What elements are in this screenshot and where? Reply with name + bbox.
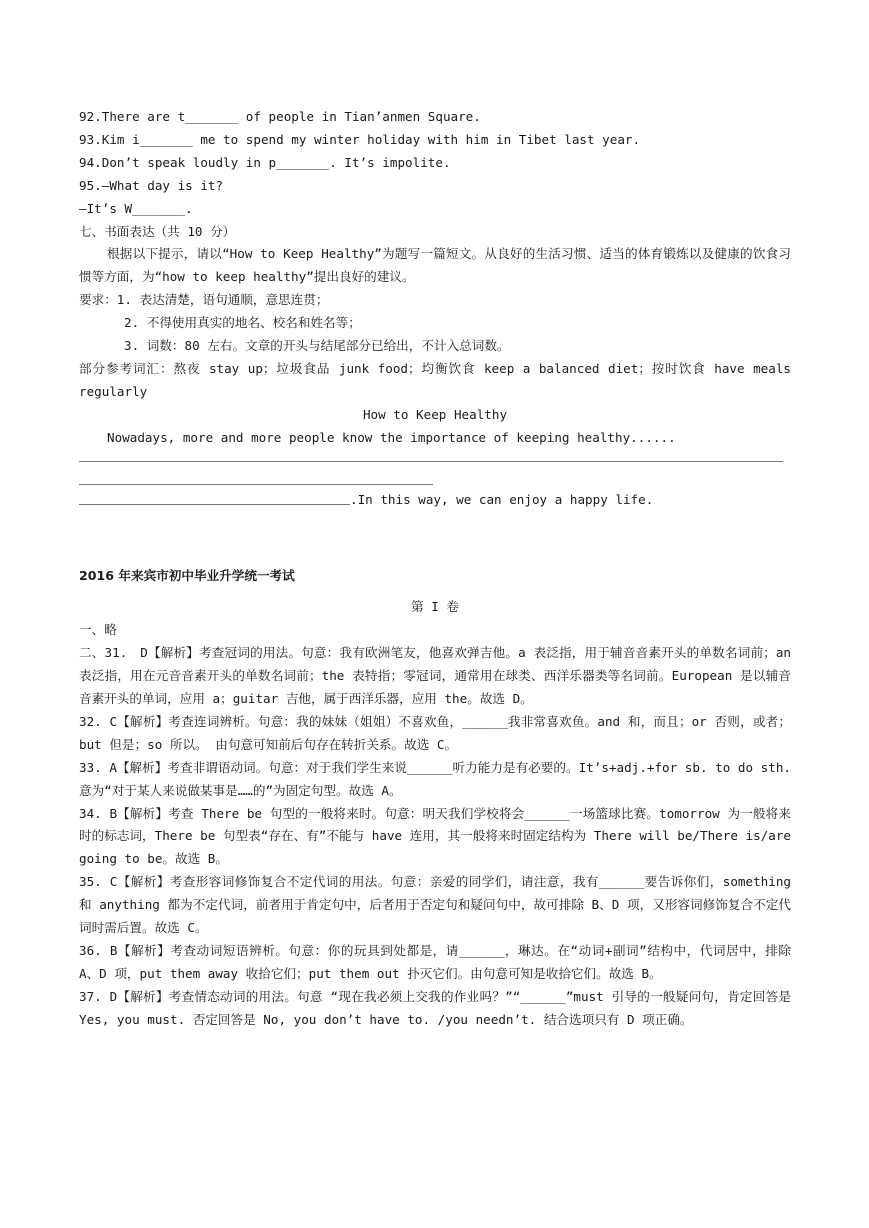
essay-title: How to Keep Healthy — [362, 406, 508, 422]
writing-heading: 七、书面表达（共 10 分） — [79, 223, 236, 239]
writing-vocabulary: 部分参考词汇：熬夜 stay up；垃圾食品 junk food；均衡饮食 keep a balanced diet；按时饮食 have meals regularly — [79, 360, 791, 399]
answer-item-33: 33. A【解析】考查非谓语动词。句意：对于我们学生来说______听力能力是有必要的。It’s+adj.+for sb. to do sth.意为“对于某人来说做某事是……的”为固定句型。故选 A。 — [79, 759, 791, 798]
question-94: 94.Don’t speak loudly in p_______. It’s impolite. — [79, 154, 451, 170]
question-93: 93.Kim i_______ me to spend my winter holiday with him in Tibet last year. — [79, 131, 641, 147]
essay-opening: Nowadays, more and more people know the importance of keeping healthy...... — [107, 429, 676, 445]
essay-closing: .In this way, we can enjoy a happy life. — [350, 491, 654, 507]
writing-requirement-2: 2. 不得使用真实的地名、校名和姓名等； — [124, 315, 361, 331]
answer-item-31: 二、31. D【解析】考查冠词的用法。句意：我有欧洲笔友，他喜欢弹吉他。a 表泛指，用于辅音音素开头的单数名词前；an 表泛指，用在元音音素开头的单数名词前；the 表特指；零冠词，通常用在球类、西洋乐器类等名词前。European 是以辅音音素开头的单词，应用 a；guitar 吉他，属于西洋乐器，应用 the。故选 D。 — [79, 645, 791, 707]
question-95-answer: —It’s W_______. — [79, 200, 193, 216]
answer-item-35: 35. C【解析】考查形容词修饰复合不定代词的用法。句意：亲爱的同学们，请注意，我有______要告诉你们，something 和 anything 都为不定代词，前者用于肯定句中，后者用于否定句和疑问句中，故可排除 B、D 项，又形容词修饰复合不定代词时需后置。故选 C。 — [79, 874, 791, 936]
essay-closing-row — [79, 489, 791, 512]
writing-requirement-3: 3. 词数：80 左右。文章的开头与结尾部分已给出，不计入总词数。 — [124, 338, 510, 354]
writing-requirement-1: 要求：1. 表达清楚，语句通顺，意思连贯； — [79, 292, 329, 308]
answer-item-37: 37. D【解析】考查情态动词的用法。句意 “现在我必须上交我的作业吗？”“______”must 引导的一般疑问句，肯定回答是 Yes, you must. 否定回答是 No, you don’t have to. /you needn’t. 结合选项只有 D 项正确。 — [79, 988, 791, 1027]
answer-item-32: 32. C【解析】考查连词辨析。句意：我的妹妹（姐姐）不喜欢鱼，______我非常喜欢鱼。and 和，而且；or 否则，或者；but 但是；so 所以。 由句意可知前后句存在转折关系。故选 C。 — [79, 713, 791, 752]
section-title: 第 I 卷 — [411, 599, 459, 615]
answer-item-34: 34. B【解析】考查 There be 句型的一般将来时。句意：明天我们学校将会______一场篮球比赛。tomorrow 为一般将来时的标志词，There be 句型表“存在、有”不能与 have 连用，其一般将来时固定结构为 There will be/There is/are going to be。故选 B。 — [79, 805, 791, 867]
answer-line — [79, 484, 433, 485]
question-95: 95.—What day is it? — [79, 177, 224, 193]
answer-part-1: 一、略 — [79, 622, 117, 638]
writing-intro: 根据以下提示，请以“How to Keep Healthy”为题写一篇短文。从良好的生活习惯、适当的体育锻炼以及健康的饮食习惯等方面，为“how to keep healthy”提出良好的建议。 — [79, 246, 791, 285]
page-content — [79, 106, 791, 1032]
answer-line — [79, 504, 350, 505]
answer-item-36: 36. B【解析】考查动词短语辨析。句意：你的玩具到处都是，请______，琳达。在“动词+副词”结构中，代词居中，排除 A、D 项，put them away 收拾它们；put them out 扑灭它们。由句意可知是收拾它们。故选 B。 — [79, 942, 791, 981]
answer-line — [79, 461, 783, 462]
question-92: 92.There are t_______ of people in Tian’anmen Square. — [79, 109, 481, 124]
exam-title: 2016 年来宾市初中毕业升学统一考试 — [79, 568, 295, 584]
